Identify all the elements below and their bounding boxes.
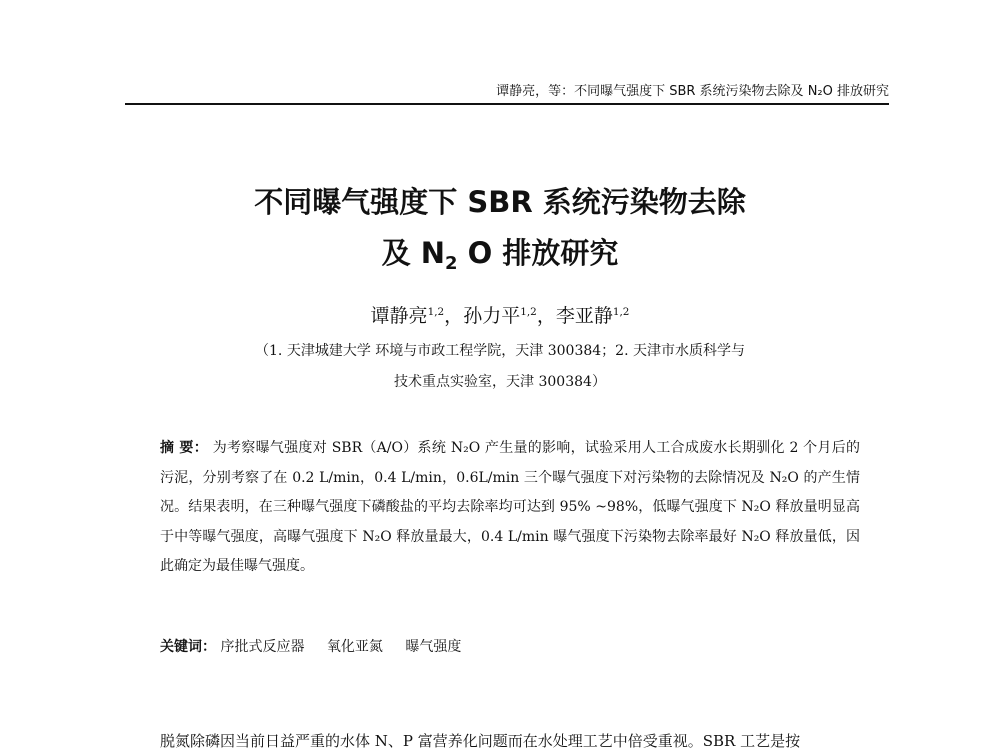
body-text-first-line: 脱氮除磷因当前日益严重的水体 N、P 富营养化问题而在水处理工艺中倍受重视。SBR 工艺是按 xyxy=(160,732,801,750)
abstract-text: 为考察曝气强度对 SBR（A/O）系统 N₂O 产生量的影响，试验采用人工合成废水长期驯化 2 个月后的污泥，分别考察了在 0.2 L/min，0.4 L/min，0.6L/min 三个曝气强度下对污染物的去除情况及 N₂O 的产生情况。结果表明，在三种曝气强度下磷酸盐的平均去除率均可达到 95% ~98%，低曝气强度下 N₂O 释放量明显高于中等曝气强度，高曝气强度下 N₂O 释放量最大，0.4 L/min 曝气强度下污染物去除率最好 N₂O 释放量低，因此确定为最佳曝气强度。 xyxy=(160,440,860,574)
author-list: 谭静亮$^{1,2}$，孙力平$^{1,2}$，李亚静$^{1,2}$ xyxy=(370,305,630,327)
abstract-label: 摘 要： xyxy=(160,440,208,456)
abstract xyxy=(160,434,860,582)
title-line2-prefix: 及 N xyxy=(381,236,445,270)
author-affil-mark: 1,2 xyxy=(612,305,630,318)
keywords-label: 关键词： xyxy=(160,639,216,655)
running-header: 谭静亮，等：不同曝气强度下 SBR 系统污染物去除及 N₂O 排放研究 xyxy=(496,84,889,99)
affiliation-line2: 技术重点实验室，天津 300384） xyxy=(394,374,606,390)
title-line2-suffix: O 排放研究 xyxy=(457,236,619,270)
author-affil-mark: 1,2 xyxy=(520,305,537,318)
paper-title-line2 xyxy=(120,231,880,275)
author-affil-mark: 1,2 xyxy=(427,305,445,318)
keyword-item: 曝气强度 xyxy=(405,639,462,655)
author-name: 孙力平 xyxy=(463,305,521,327)
title-subscript: 2 xyxy=(445,253,458,275)
author-name: 谭静亮 xyxy=(370,305,428,327)
keywords xyxy=(160,636,860,656)
paper-title-line1: 不同曝气强度下 SBR 系统污染物去除 xyxy=(254,185,746,219)
affiliation-line1: （1. 天津城建大学 环境与市政工程学院，天津 300384；2. 天津市水质科学与 xyxy=(255,343,745,359)
header-rule xyxy=(125,103,889,105)
keyword-item: 序批式反应器 xyxy=(220,639,305,655)
author-name: 李亚静 xyxy=(555,305,613,327)
keyword-item: 氧化亚氮 xyxy=(326,639,383,655)
